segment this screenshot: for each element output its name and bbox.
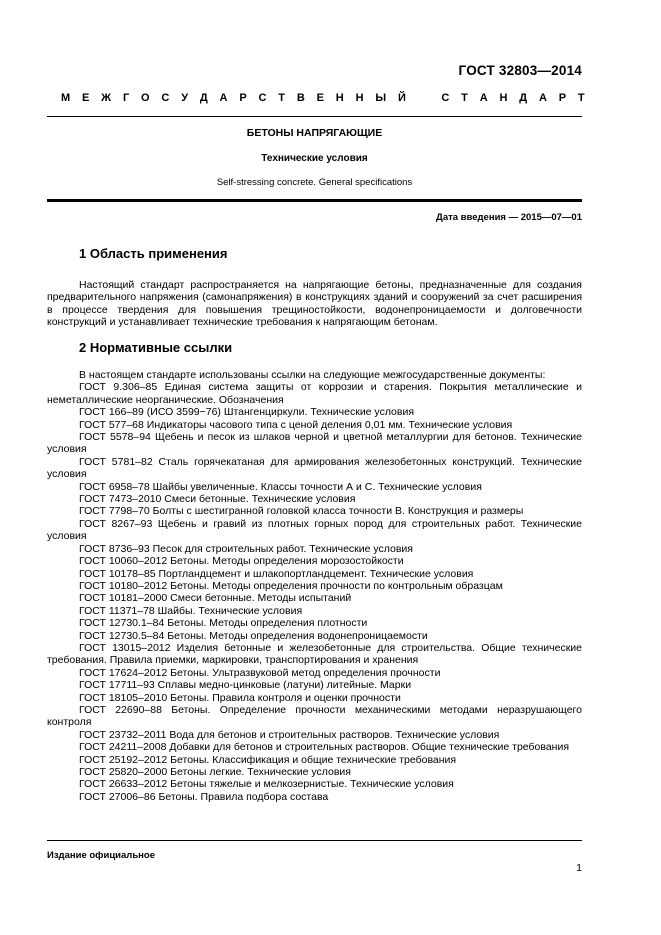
banner-letter: Ы — [375, 92, 387, 104]
section-2-body — [47, 369, 582, 803]
banner-letter: А — [219, 92, 228, 104]
reference-entry: ГОСТ 8267–93 Щебень и гравий из плотных горных пород для строительных работ. Технические условия — [47, 517, 582, 543]
banner-letter: М — [61, 92, 71, 104]
banner-letter: С — [441, 92, 450, 104]
reference-entry: ГОСТ 5781–82 Сталь горячекатаная для армирования железобетонных конструкций. Технические условия — [47, 455, 582, 481]
paragraph: В настоящем стандарте использованы ссылки на следующие межгосударственные документы: — [79, 369, 546, 381]
reference-entry: ГОСТ 10181–2000 Смеси бетонные. Методы испытаний — [79, 592, 352, 605]
banner-letter: Н — [499, 92, 508, 104]
reference-entry: ГОСТ 8736–93 Песок для строительных работ. Технические условия — [79, 542, 413, 555]
banner-letter: Д — [199, 92, 208, 104]
reference-entry: ГОСТ 18105–2010 Бетоны. Правила контроля и оценки прочности — [79, 691, 401, 704]
section-2-heading: 2 Нормативные ссылки — [79, 340, 233, 355]
banner-letter: А — [538, 92, 547, 104]
banner-letter: Т — [577, 92, 585, 104]
reference-entry: ГОСТ 22690–88 Бетоны. Определение прочности механическими методами неразрушающего контроля — [47, 703, 582, 729]
page-number: 1 — [576, 862, 582, 874]
reference-entry: ГОСТ 7473–2010 Смеси бетонные. Технические условия — [79, 493, 356, 506]
reference-entry: ГОСТ 24211–2008 Добавки для бетонов и строительных растворов. Общие технические требования — [79, 741, 570, 754]
reference-entry: ГОСТ 11371–78 Шайбы. Технические условия — [79, 604, 303, 617]
reference-entry: ГОСТ 10178–85 Портландцемент и шлакопортландцемент. Технические условия — [79, 567, 474, 580]
section-1-body — [47, 279, 582, 329]
reference-entry: ГОСТ 10060–2012 Бетоны. Методы определения морозостойкости — [79, 555, 404, 568]
banner-letter: А — [479, 92, 488, 104]
english-title: Self-stressing concrete. General specifications — [216, 177, 413, 188]
banner-letter: С — [258, 92, 267, 104]
banner-letter: Е — [82, 92, 90, 104]
reference-entry: ГОСТ 166–89 (ИСО 3599−76) Штангенциркули. Технические условия — [79, 406, 415, 419]
banner-letter: Т — [278, 92, 286, 104]
banner-letter: С — [161, 92, 170, 104]
reference-entry: ГОСТ 25192–2012 Бетоны. Классификация и общие технические требования — [79, 753, 457, 766]
reference-entry: ГОСТ 26633–2012 Бетоны тяжелые и мелкозернистые. Технические условия — [79, 778, 454, 791]
effective-date: Дата введения — 2015—07—01 — [436, 212, 582, 223]
banner-letter: О — [141, 92, 150, 104]
banner-letter: Д — [519, 92, 528, 104]
reference-entry: ГОСТ 17624–2012 Бетоны. Ультразвуковой метод определения прочности — [79, 666, 441, 679]
paragraph: Настоящий стандарт распространяется на напрягающие бетоны, предназначенные для создания предварительного напряжения (самонапряжения) в конструкциях зданий и сооружений за счет расширения в процессе твердения для повышения трещиностойкости, водонепроницаемости и долговечности конструкций и устанавливает технические требования к напрягающим бетонам. — [47, 279, 582, 329]
reference-entry: ГОСТ 27006–86 Бетоны. Правила подбора состава — [79, 790, 329, 803]
reference-entry: ГОСТ 25820–2000 Бетоны легкие. Технические условия — [79, 766, 351, 778]
banner-letter: Н — [355, 92, 364, 104]
reference-entry: ГОСТ 13015–2012 Изделия бетонные и железобетонные для строительства. Общие технические требования. Правила приемки, маркировки, транспортирования и хранения — [47, 641, 582, 667]
banner-letter: Е — [316, 92, 324, 104]
banner-letter: У — [181, 92, 189, 104]
title-divider — [47, 199, 582, 202]
interstate-standard-banner — [61, 92, 585, 104]
reference-entry: ГОСТ 23732–2011 Вода для бетонов и строительных растворов. Технические условия — [79, 728, 500, 741]
reference-entry: ГОСТ 7798–70 Болты с шестигранной головкой класса точности В. Конструкция и размеры — [79, 505, 524, 518]
banner-letter: Ж — [101, 92, 112, 104]
official-edition-label: Издание официальное — [47, 850, 155, 861]
reference-entry: ГОСТ 6958–78 Шайбы увеличенные. Классы точности А и С. Технические условия — [79, 480, 482, 493]
footer-divider — [47, 840, 582, 841]
banner-letter: Р — [558, 92, 567, 104]
banner-letter: В — [296, 92, 305, 104]
banner-letter: Р — [239, 92, 247, 104]
banner-letter: Й — [397, 92, 406, 104]
reference-entry: ГОСТ 12730.5–84 Бетоны. Методы определения водонепроницаемости — [79, 629, 428, 642]
reference-entry: ГОСТ 9.306–85 Единая система защиты от коррозии и старения. Покрытия металлические и неметаллические неорганические. Обозначения — [47, 381, 582, 406]
reference-entry: ГОСТ 12730.1–84 Бетоны. Методы определения плотности — [79, 617, 368, 630]
reference-entry: ГОСТ 17711–93 Сплавы медно-цинковые (латуни) литейные. Марки — [79, 679, 412, 692]
banner-letter: Г — [122, 92, 130, 104]
standard-code: ГОСТ 32803—2014 — [458, 63, 582, 78]
reference-entry: ГОСТ 5578–94 Щебень и песок из шлаков черной и цветной металлургии для бетонов. Технические условия — [47, 431, 582, 456]
reference-entry: ГОСТ 10180–2012 Бетоны. Методы определения прочности по контрольным образцам — [79, 579, 503, 592]
banner-letter: Н — [335, 92, 344, 104]
header-divider — [47, 116, 582, 117]
document-subtitle: Технические условия — [261, 153, 368, 164]
reference-entry: ГОСТ 577–68 Индикаторы часового типа с ценой деления 0,01 мм. Технические условия — [79, 418, 513, 431]
document-title: БЕТОНЫ НАПРЯГАЮЩИЕ — [246, 127, 383, 139]
section-1-heading: 1 Область применения — [79, 246, 228, 261]
banner-letter: Т — [461, 92, 468, 104]
